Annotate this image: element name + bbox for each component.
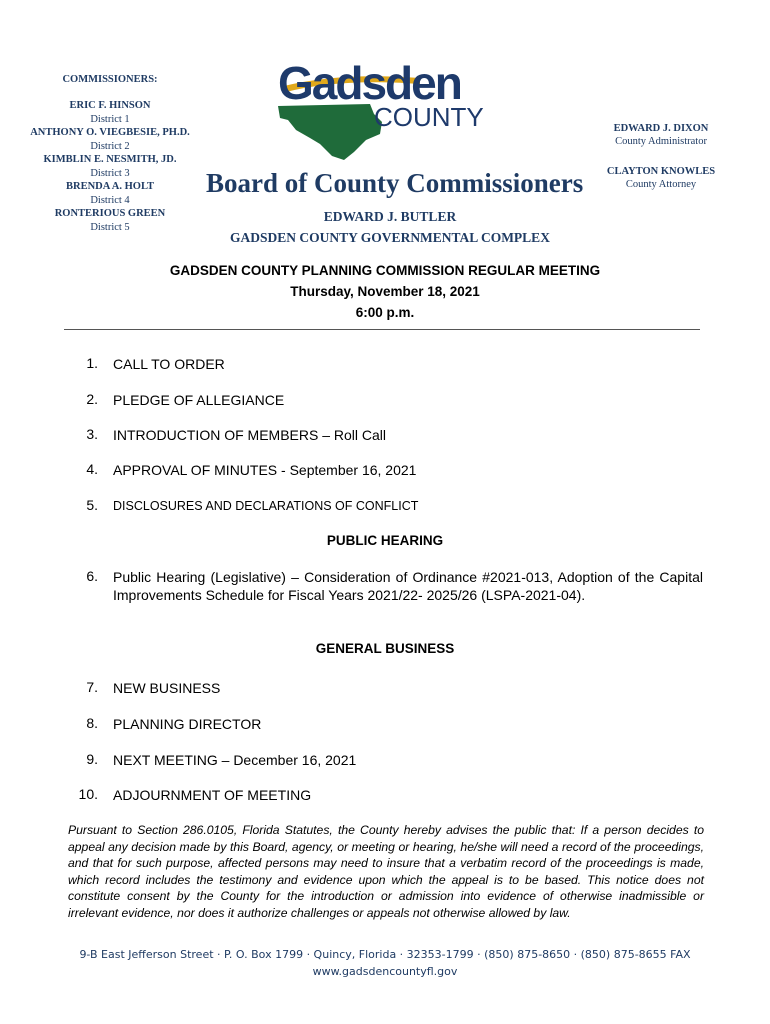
agenda-number: 7.	[86, 679, 98, 695]
complex-line-2: GADSDEN COUNTY GOVERNMENTAL COMPLEX	[230, 230, 550, 245]
commissioner-name: ERIC F. HINSON	[69, 100, 151, 111]
agenda-number: 2.	[86, 391, 98, 407]
commissioner-name: ANTHONY O. VIEGBESIE, PH.D.	[30, 127, 190, 138]
footer	[0, 946, 770, 980]
official-name: CLAYTON KNOWLES	[606, 166, 716, 177]
agenda-number: 1.	[86, 355, 98, 371]
commissioner-name: KIMBLIN E. NESMITH, JD.	[43, 154, 177, 165]
agenda-number: 9.	[86, 751, 98, 767]
agenda-text: PLEDGE OF ALLEGIANCE	[113, 392, 285, 408]
agenda-text: APPROVAL OF MINUTES - September 16, 2021	[113, 462, 417, 478]
commissioner-district: District 1	[90, 114, 130, 125]
board-title: Board of County Commissioners	[206, 168, 584, 198]
footer-address: 9-B East Jefferson Street · P. O. Box 1799 · Quincy, Florida · 32353-1799 · (850) 875-8650 · (850) 875-8655 FAX	[79, 948, 691, 961]
gadsden-county-logo	[270, 56, 500, 168]
agenda-text: DISCLOSURES AND DECLARATIONS OF CONFLICT	[113, 499, 419, 513]
meeting-date: Thursday, November 18, 2021	[290, 284, 480, 299]
agenda-number: 10.	[78, 786, 98, 802]
agenda-number: 3.	[86, 426, 98, 442]
public-hearing-heading: PUBLIC HEARING	[326, 533, 444, 548]
logo-county-text: COUNTY	[374, 102, 484, 132]
agenda-text: NEW BUSINESS	[113, 680, 221, 696]
divider	[64, 329, 700, 330]
agenda-text: CALL TO ORDER	[113, 356, 225, 372]
meeting-title: GADSDEN COUNTY PLANNING COMMISSION REGULAR MEETING	[169, 263, 601, 278]
complex-line-1: EDWARD J. BUTLER	[323, 209, 457, 224]
commissioner-district: District 3	[90, 168, 130, 179]
agenda-text: PLANNING DIRECTOR	[113, 716, 262, 732]
commissioner-name: BRENDA A. HOLT	[65, 181, 154, 192]
commissioners-label: COMMISSIONERS:	[62, 74, 158, 85]
official-role: County Attorney	[625, 179, 697, 190]
footer-website[interactable]: www.gadsdencountyfl.gov	[312, 965, 458, 978]
complex-name	[200, 206, 580, 248]
meeting-time: 6:00 p.m.	[355, 305, 415, 320]
agenda-number: 5.	[86, 497, 98, 513]
official-role: County Administrator	[615, 136, 707, 147]
agenda-text: NEXT MEETING – December 16, 2021	[113, 752, 357, 768]
commissioner-name: RONTERIOUS GREEN	[54, 208, 166, 219]
agenda-text: INTRODUCTION OF MEMBERS – Roll Call	[113, 427, 387, 443]
general-business-heading: GENERAL BUSINESS	[315, 641, 455, 656]
legal-notice: Pursuant to Section 286.0105, Florida Statutes, the County hereby advises the public that: If a person decides to appeal any decision made by this Board, agency, or meeting or hearing, he/she will need a record of the proceedings, and that for such purpose, affected persons may need to insure that a verbatim record of the proceedings is made, which record includes the testimony and evidence upon which the appeal is to be based. This notice does not constitute consent by the County for the introduction or admission into evidence of otherwise inadmissible or irrelevant evidence, nor does it authorize challenges or appeals not otherwise allowed by law.	[68, 823, 704, 920]
county-officials	[596, 122, 726, 192]
commissioner-district: District 4	[90, 195, 130, 206]
commissioner-district: District 2	[90, 141, 130, 152]
logo-wordmark: Gadsden	[278, 57, 461, 109]
meeting-heading	[60, 260, 710, 323]
official-name: EDWARD J. DIXON	[613, 123, 709, 134]
agenda-number: 4.	[86, 461, 98, 477]
commissioner-district: District 5	[90, 222, 130, 233]
agenda-number: 8.	[86, 715, 98, 731]
commissioners-list	[20, 74, 200, 234]
agenda-number: 6.	[86, 568, 98, 584]
agenda-text: Public Hearing (Legislative) – Consideration of Ordinance #2021-013, Adoption of the Capital Improvements Schedule for Fiscal Years 2021/22- 2025/26 (LSPA-2021-04).	[113, 569, 703, 603]
agenda-text: ADJOURNMENT OF MEETING	[113, 787, 312, 803]
